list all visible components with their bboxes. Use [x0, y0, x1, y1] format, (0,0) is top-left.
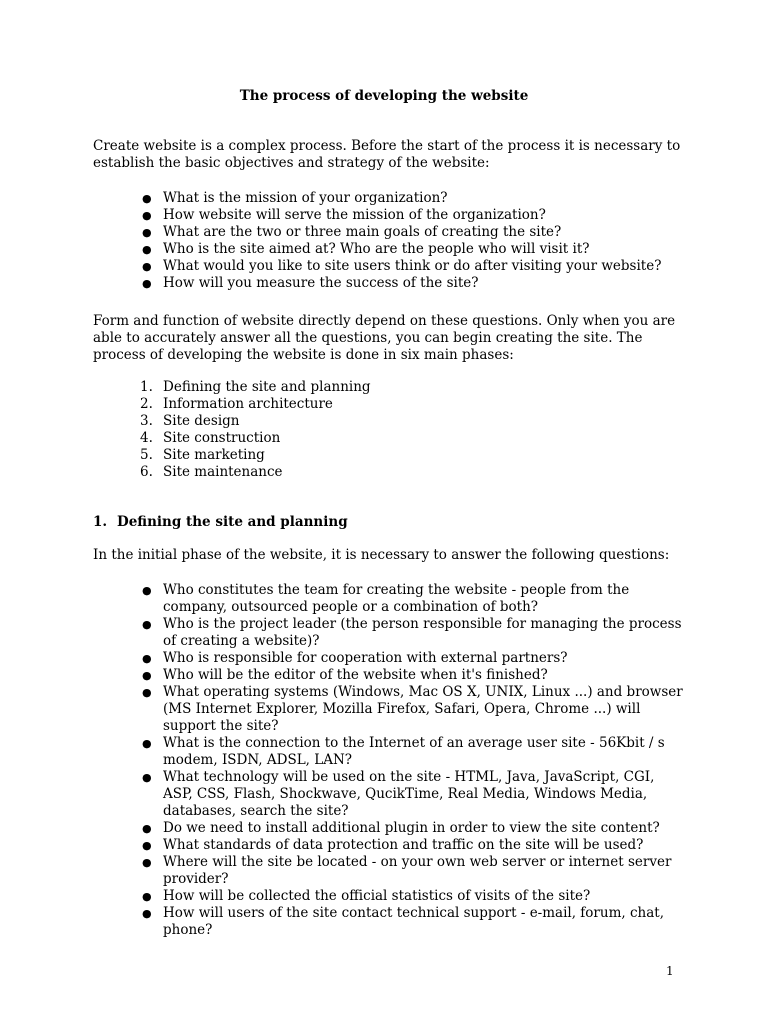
bullet-icon: ●	[142, 669, 152, 682]
list-item: ● What would you like to site users think or do after visiting your website?	[142, 258, 662, 274]
bullet-icon: ●	[142, 260, 152, 273]
list-item: ● Where will the site be located - on your own web server or internet server provider?	[142, 854, 672, 887]
phases-list	[140, 379, 685, 481]
list-item: ● Who is the project leader (the person responsible for managing the process of creating a website)?	[142, 616, 682, 649]
list-item: ● What operating systems (Windows, Mac OS X, UNIX, Linux ...) and browser (MS Internet Explorer, Mozilla Firefox, Safari, Opera, Chrome ...) will support the site?	[142, 684, 683, 734]
intro-paragraph: Create website is a complex process. Before the start of the process it is necessary to establish the basic objectives and strategy of the website:	[93, 138, 681, 171]
bullet-icon: ●	[142, 907, 152, 920]
list-item: 1. Defining the site and planning	[140, 379, 371, 395]
list-item: 4. Site construction	[140, 430, 281, 446]
bullet-icon: ●	[142, 243, 152, 256]
list-item: 3. Site design	[140, 413, 240, 429]
bullet-icon: ●	[142, 584, 152, 597]
bullet-icon: ●	[142, 890, 152, 903]
document-title: The process of developing the website	[239, 88, 529, 104]
list-number: 6.	[140, 464, 153, 480]
bullet-icon: ●	[142, 226, 152, 239]
list-item: ● Who is responsible for cooperation with external partners?	[142, 650, 568, 666]
bullet-icon: ●	[142, 652, 152, 665]
list-number: 4.	[140, 430, 153, 446]
bullet-icon: ●	[142, 277, 152, 290]
bullet-icon: ●	[142, 618, 152, 631]
list-item: ● Who constitutes the team for creating the website - people from the company, outsourced people or a combination of both?	[142, 582, 630, 615]
list-item: ● How website will serve the mission of the organization?	[142, 207, 546, 223]
list-number: 3.	[140, 413, 153, 429]
bullet-icon: ●	[142, 771, 152, 784]
questions-list	[140, 582, 685, 939]
list-number: 1.	[140, 379, 153, 395]
section-intro-paragraph: In the initial phase of the website, it is necessary to answer the following questions:	[93, 547, 670, 563]
list-item: ● How will be collected the official statistics of visits of the site?	[142, 888, 591, 904]
bullet-icon: ●	[142, 839, 152, 852]
list-item: ● Do we need to install additional plugin in order to view the site content?	[142, 820, 660, 836]
section-number: 1.	[93, 514, 108, 530]
bullet-icon: ●	[142, 737, 152, 750]
list-item: ● What technology will be used on the site - HTML, Java, JavaScript, CGI, ASP, CSS, Flash, Shockwave, QucikTime, Real Media, Windows Media, databases, search the site?	[142, 769, 655, 819]
list-item: ● What is the mission of your organization?	[142, 190, 448, 206]
list-item: ● Who is the site aimed at? Who are the people who will visit it?	[142, 241, 590, 257]
list-number: 2.	[140, 396, 153, 412]
bullet-icon: ●	[142, 856, 152, 869]
list-item: ● What is the connection to the Internet of an average user site - 56Kbit / s modem, ISDN, ADSL, LAN?	[142, 735, 665, 768]
list-number: 5.	[140, 447, 153, 463]
bullet-icon: ●	[142, 686, 152, 699]
bullet-icon: ●	[142, 192, 152, 205]
bullet-icon: ●	[142, 822, 152, 835]
list-item: ● What are the two or three main goals of creating the site?	[142, 224, 562, 240]
list-item: ● Who will be the editor of the website when it's finished?	[142, 667, 548, 683]
section-title: Defining the site and planning	[117, 514, 348, 530]
objectives-list	[140, 190, 685, 292]
list-item: ● How will users of the site contact technical support - e-mail, forum, chat, phone?	[142, 905, 664, 938]
list-item: 2. Information architecture	[140, 396, 333, 412]
section-heading	[93, 514, 348, 531]
list-item: ● How will you measure the success of the site?	[142, 275, 479, 291]
bullet-icon: ●	[142, 209, 152, 222]
list-item: 5. Site marketing	[140, 447, 265, 463]
page-number: 1	[666, 964, 674, 978]
list-item: ● What standards of data protection and traffic on the site will be used?	[142, 837, 644, 853]
form-function-paragraph: Form and function of website directly depend on these questions. Only when you are able to accurately answer all the questions, you can begin creating the site. The process of developing the website is done in six main phases:	[93, 313, 676, 363]
list-item: 6. Site maintenance	[140, 464, 283, 480]
